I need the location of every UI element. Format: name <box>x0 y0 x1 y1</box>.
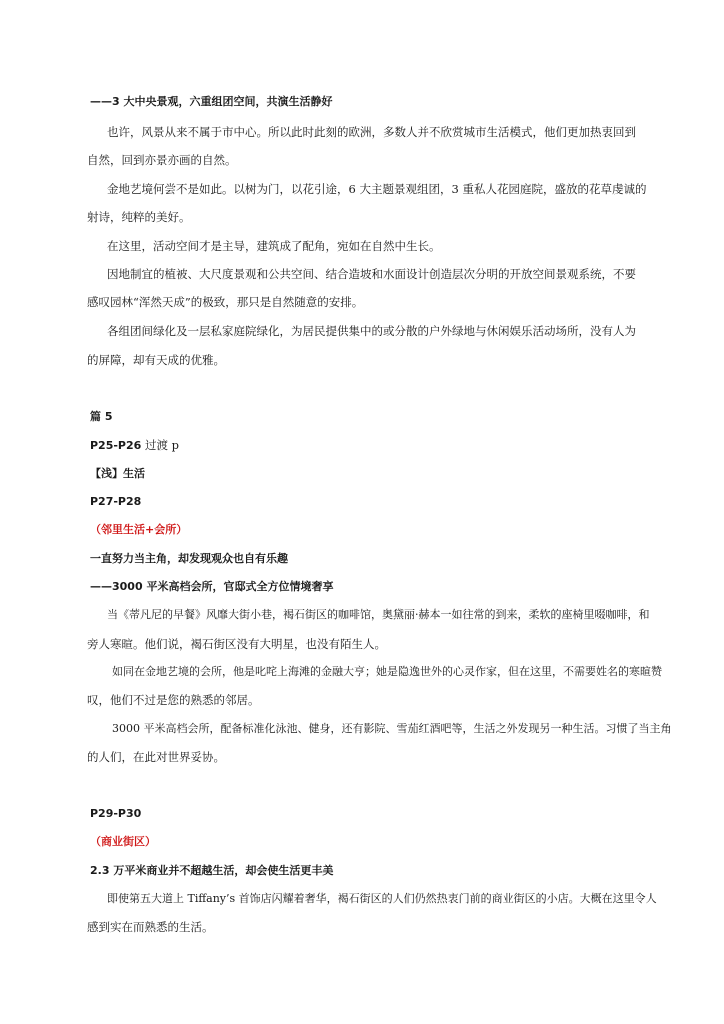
section1-paragraph-1a: 也许，风景从来不属于市中心。所以此时此刻的欧洲，多数人并不欣赏城市生活模式，他们更加热衷回到 <box>107 125 636 139</box>
section2-pages-note: 过渡 p <box>141 438 179 452</box>
section3-pages: P29-P30 <box>90 807 142 820</box>
section2-tag-life: 【浅】生活 <box>90 467 145 480</box>
section2-heading: 篇 5 <box>90 410 113 423</box>
section1-paragraph-4b: 感叹园林“浑然天成”的极致，那只是自然随意的安排。 <box>87 295 364 309</box>
section1-paragraph-5b: 的屏障，却有天成的优雅。 <box>87 353 225 367</box>
section3-paragraph-1b: 感到实在而熟悉的生活。 <box>87 920 214 934</box>
section2-subtitle: ——3000 平米高档会所，官邸式全方位情境奢享 <box>90 580 334 593</box>
section2-pages-transition <box>90 437 179 454</box>
section1-paragraph-4a: 因地制宜的植被、大尺度景观和公共空间、结合造坡和水面设计创造层次分明的开放空间景观系统，不要 <box>107 267 636 281</box>
section2-paragraph-1a: 当《蒂凡尼的早餐》风靡大街小巷，褐石街区的咖啡馆，奥黛丽·赫本一如往常的到来，柔软的座椅里啜咖啡，和 <box>107 608 650 621</box>
section2-paragraph-2b: 叹，他们不过是您的熟悉的邻居。 <box>87 693 260 707</box>
section1-paragraph-2a: 金地艺境何尝不是如此。以树为门，以花引途，6 大主题景观组团，3 重私人花园庭院，盛放的花草虔诚的 <box>107 182 647 196</box>
section2-pages-2: P27-P28 <box>90 495 142 508</box>
section2-paragraph-1b: 旁人寒暄。他们说，褐石街区没有大明星，也没有陌生人。 <box>87 637 386 651</box>
section2-pages-number: P25-P26 <box>90 439 142 452</box>
section2-paragraph-2a: 如同在金地艺境的会所，他是叱咤上海滩的金融大亨；她是隐逸世外的心灵作家，但在这里，不需要姓名的寒暄赞 <box>112 665 662 678</box>
section2-tag-neighborhood: （邻里生活+会所） <box>90 523 188 536</box>
section1-paragraph-3: 在这里，活动空间才是主导，建筑成了配角，宛如在自然中生长。 <box>107 239 441 253</box>
section3-paragraph-1a: 即使第五大道上 Tiffany’s 首饰店闪耀着奢华，褐石街区的人们仍然热衷门前的商业街区的小店。大概在这里令人 <box>107 892 657 905</box>
section3-tag-commercial: （商业街区） <box>90 835 156 848</box>
section3-title: 2.3 万平米商业并不超越生活，却会使生活更丰美 <box>90 864 334 877</box>
section2-paragraph-3a: 3000 平米高档会所，配备标准化泳池、健身，还有影院、雪茄红酒吧等，生活之外发现另一种生活。习惯了当主角 <box>112 722 672 735</box>
section1-paragraph-2b: 射诗，纯粹的美好。 <box>87 210 191 224</box>
section1-subtitle: ——3 大中央景观，六重组团空间，共演生活静好 <box>90 95 333 108</box>
section1-paragraph-1b: 自然，回到亦景亦画的自然。 <box>87 153 237 167</box>
section2-title: 一直努力当主角，却发现观众也自有乐趣 <box>90 552 288 565</box>
section2-paragraph-3b: 的人们，在此对世界妥协。 <box>87 750 225 764</box>
section1-paragraph-5a: 各组团间绿化及一层私家庭院绿化，为居民提供集中的或分散的户外绿地与休闲娱乐活动场所，没有人为 <box>107 324 636 338</box>
